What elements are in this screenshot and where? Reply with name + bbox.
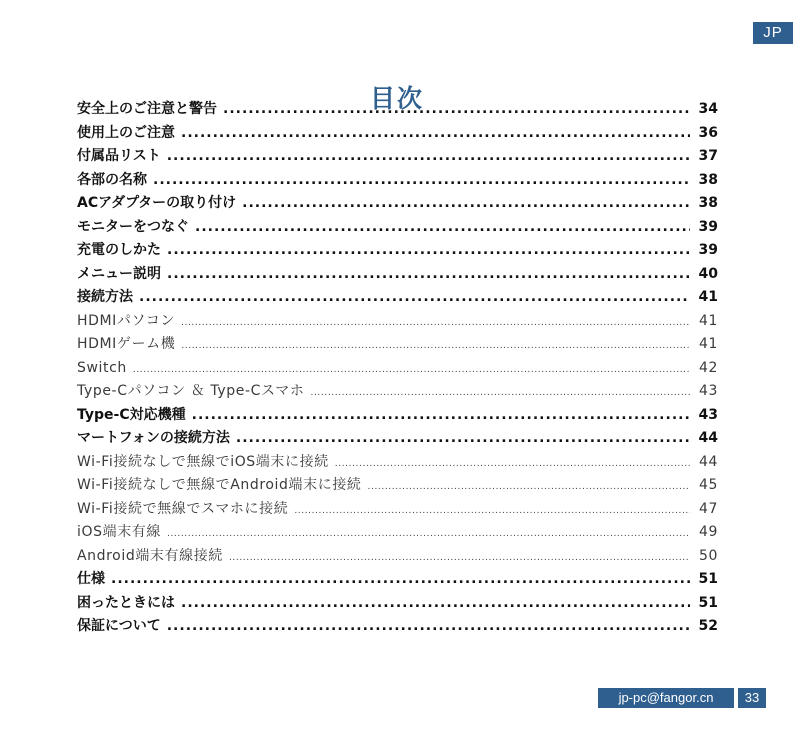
toc-entry-page: 37 xyxy=(698,148,718,164)
dot-leader xyxy=(192,404,690,428)
toc-entry-label: HDMIパソコン xyxy=(77,312,176,329)
toc-entry[interactable] xyxy=(77,286,718,310)
toc-entry-label: 困ったときには xyxy=(77,594,175,611)
toc-entry-page: 44 xyxy=(698,453,718,470)
dot-leader xyxy=(181,592,690,616)
toc-entry-page: 41 xyxy=(698,312,718,329)
toc-entry[interactable] xyxy=(77,357,718,381)
toc-entry[interactable] xyxy=(77,521,718,545)
toc-entry-page: 34 xyxy=(698,101,718,117)
dot-leader xyxy=(111,568,690,592)
table-of-contents xyxy=(77,98,718,639)
toc-entry-label: モニターをつなぐ xyxy=(77,218,189,235)
toc-entry-page: 50 xyxy=(698,547,718,564)
toc-entry-label: Wi-Fi接続なしで無線でAndroid端末に接続 xyxy=(77,477,362,493)
toc-entry[interactable] xyxy=(77,333,718,357)
dot-leader xyxy=(242,192,690,216)
toc-entry-page: 44 xyxy=(698,430,718,446)
toc-entry-label: Type-C対応機種 xyxy=(77,406,186,423)
dot-leader xyxy=(167,521,690,545)
toc-entry-page: 49 xyxy=(698,524,718,540)
toc-entry[interactable] xyxy=(77,474,718,498)
dot-leader xyxy=(167,615,690,639)
toc-entry-page: 42 xyxy=(698,359,718,376)
dot-leader xyxy=(133,357,690,381)
toc-entry-page: 51 xyxy=(698,594,718,611)
toc-entry-page: 52 xyxy=(698,618,718,634)
dot-leader xyxy=(368,474,690,498)
toc-entry[interactable] xyxy=(77,169,718,193)
toc-entry-page: 38 xyxy=(698,171,718,188)
toc-entry-label: 仕様 xyxy=(77,571,105,587)
dot-leader xyxy=(167,263,690,287)
toc-entry[interactable] xyxy=(77,98,718,122)
toc-entry-label: Wi-Fi接続で無線でスマホに接続 xyxy=(77,500,289,517)
dot-leader xyxy=(167,145,690,169)
dot-leader xyxy=(181,122,690,146)
dot-leader xyxy=(236,427,690,451)
toc-entry[interactable] xyxy=(77,122,718,146)
dot-leader xyxy=(153,169,690,193)
toc-entry-page: 41 xyxy=(698,336,718,352)
toc-entry-label: Switch xyxy=(77,359,127,376)
toc-entry[interactable] xyxy=(77,615,718,639)
toc-entry-page: 38 xyxy=(698,195,718,211)
toc-entry-label: HDMIゲーム機 xyxy=(77,336,176,352)
footer-page-number: 33 xyxy=(738,688,766,708)
toc-entry-label: 使用上のご注意 xyxy=(77,124,175,141)
toc-entry[interactable] xyxy=(77,545,718,569)
toc-entry[interactable] xyxy=(77,310,718,334)
toc-entry-page: 40 xyxy=(698,265,718,282)
dot-leader xyxy=(181,333,690,357)
footer-email[interactable]: jp-pc@fangor.cn xyxy=(598,688,734,708)
toc-entry[interactable] xyxy=(77,592,718,616)
dot-leader xyxy=(229,545,690,569)
toc-entry[interactable] xyxy=(77,380,718,404)
dot-leader xyxy=(335,451,690,475)
toc-entry-label: メニュー説明 xyxy=(77,265,161,282)
toc-entry-label: 付属品リスト xyxy=(77,148,161,164)
dot-leader xyxy=(181,310,690,334)
dot-leader xyxy=(139,286,690,310)
toc-entry-page: 43 xyxy=(698,383,718,399)
toc-entry-label: 接続方法 xyxy=(77,289,133,305)
toc-entry-label: 充電のしかた xyxy=(77,242,161,258)
toc-entry-page: 41 xyxy=(698,289,718,305)
toc-entry[interactable] xyxy=(77,568,718,592)
toc-entry[interactable] xyxy=(77,192,718,216)
toc-entry[interactable] xyxy=(77,498,718,522)
toc-entry[interactable] xyxy=(77,145,718,169)
toc-entry-label: 安全上のご注意と警告 xyxy=(77,101,217,117)
toc-entry[interactable] xyxy=(77,404,718,428)
toc-entry-page: 45 xyxy=(698,477,718,493)
dot-leader xyxy=(223,98,690,122)
toc-entry-label: Wi-Fi接続なしで無線でiOS端末に接続 xyxy=(77,453,329,470)
toc-entry-label: Type-Cパソコン ＆ Type-Cスマホ xyxy=(77,383,305,399)
toc-entry[interactable] xyxy=(77,216,718,240)
toc-entry-page: 39 xyxy=(698,242,718,258)
toc-entry-label: マートフォンの接続方法 xyxy=(77,430,230,446)
dot-leader xyxy=(311,380,690,404)
language-badge: JP xyxy=(753,22,793,44)
toc-entry-page: 51 xyxy=(698,571,718,587)
toc-entry-page: 36 xyxy=(698,124,718,141)
toc-entry[interactable] xyxy=(77,263,718,287)
toc-entry-page: 39 xyxy=(698,218,718,235)
toc-entry-page: 43 xyxy=(698,406,718,423)
dot-leader xyxy=(294,498,690,522)
toc-entry-label: Android端末有線接続 xyxy=(77,547,223,564)
dot-leader xyxy=(167,239,690,263)
page-title: 目次 xyxy=(369,83,424,113)
dot-leader xyxy=(195,216,690,240)
toc-entry-label: 各部の名称 xyxy=(77,171,147,188)
toc-entry[interactable] xyxy=(77,451,718,475)
toc-entry-page: 47 xyxy=(698,500,718,517)
toc-entry-label: 保証について xyxy=(77,618,161,634)
toc-entry-label: ACアダプターの取り付け xyxy=(77,195,237,211)
toc-entry-label: iOS端末有線 xyxy=(77,524,161,540)
toc-entry[interactable] xyxy=(77,427,718,451)
toc-entry[interactable] xyxy=(77,239,718,263)
